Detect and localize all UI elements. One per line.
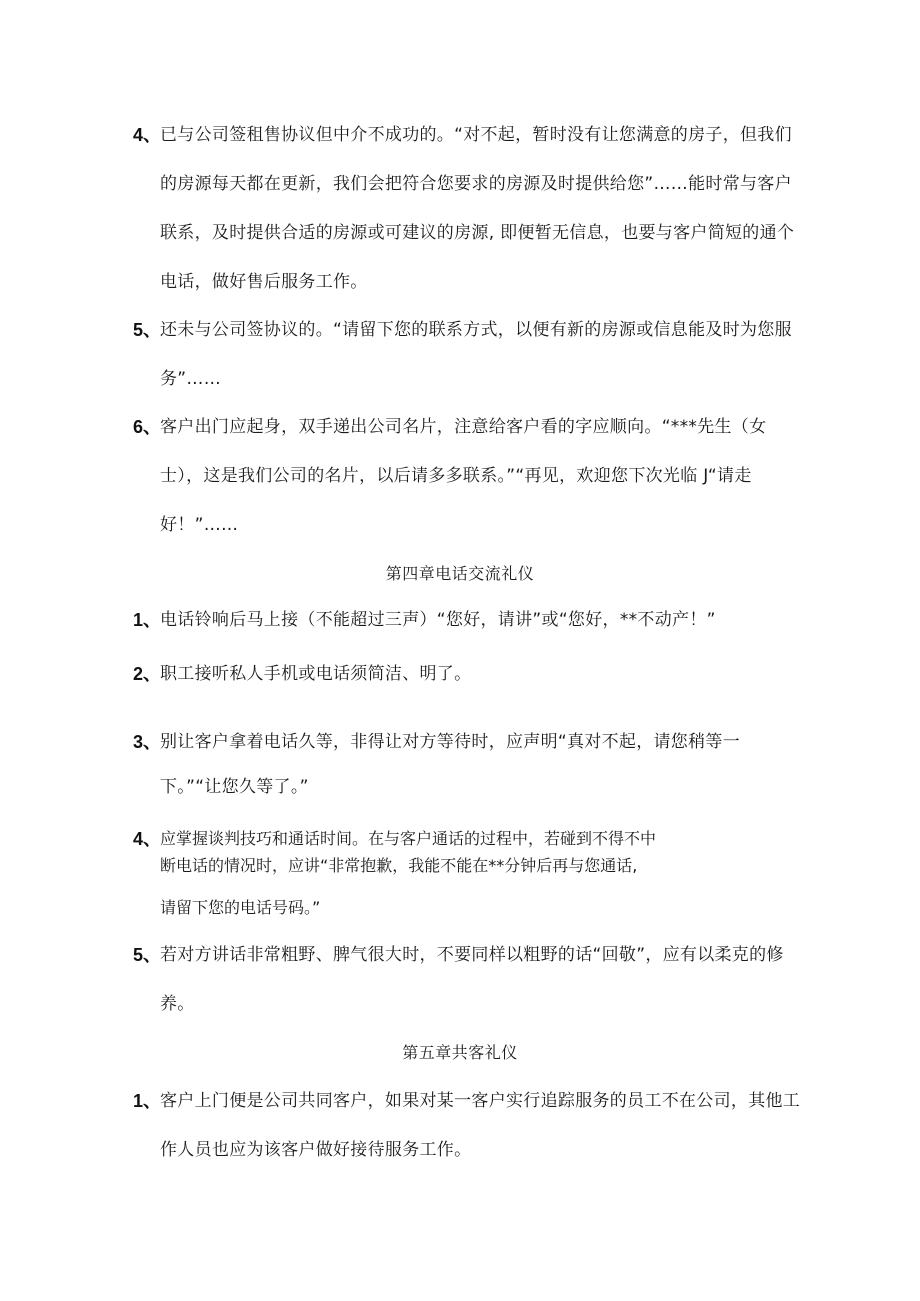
paragraph-line: 请留下您的电话号码。”	[160, 898, 321, 917]
paragraph-line: 若对方讲话非常粗野、脾气很大时，不要同样以粗野的话“回敬”，应有以柔克的修	[160, 945, 784, 965]
item-number: 2、	[133, 664, 162, 684]
item-number: 1、	[133, 1091, 162, 1111]
item-number: 4、	[133, 125, 162, 145]
item-number: 3、	[133, 732, 162, 752]
paragraph-line: 客户上门便是公司共同客户，如果对某一客户实行追踪服务的员工不在公司，其他工	[160, 1091, 801, 1111]
chapter-heading: 第五章共客礼仪	[402, 1043, 518, 1062]
paragraph-line: 客户出门应起身，双手递出公司名片，注意给客户看的字应顺向。“***先生（女	[160, 417, 767, 437]
paragraph-line: 已与公司签租售协议但中介不成功的。“对不起，暂时没有让您满意的房子，但我们	[160, 125, 792, 145]
item-number: 4、	[133, 829, 162, 849]
chapter-heading: 第四章电话交流礼仪	[385, 564, 535, 583]
item-number: 5、	[133, 320, 162, 340]
paragraph-line: 应掌握谈判技巧和通话时间。在与客户通话的过程中，若碰到不得不中	[160, 829, 657, 848]
paragraph-line: 电话铃响后马上接（不能超过三声）“您好，请讲”或“您好，**不动产！”	[160, 610, 716, 630]
paragraph-line: 还未与公司签协议的。“请留下您的联系方式，以便有新的房源或信息能及时为您服	[160, 320, 792, 340]
item-number: 5、	[133, 945, 162, 965]
item-number: 1、	[133, 610, 162, 630]
paragraph-line: 好！”……	[160, 515, 239, 535]
paragraph-line: 的房源每天都在更新，我们会把符合您要求的房源及时提供给您”……能时常与客户	[160, 174, 792, 194]
paragraph-line: 养。	[160, 994, 195, 1014]
paragraph-line: 联系，及时提供合适的房源或可建议的房源, 即便暂无信息，也要与客户简短的通个	[160, 223, 795, 243]
paragraph-line: 断电话的情况时，应讲“非常抱歉，我能不能在**分钟后再与您通话,	[160, 856, 638, 875]
item-number: 6、	[133, 417, 162, 437]
paragraph-line: 电话，做好售后服务工作。	[160, 272, 368, 292]
paragraph-line: 下。”“让您久等了。”	[160, 777, 309, 797]
paragraph-line: 职工接听私人手机或电话须简洁、明了。	[160, 664, 472, 684]
paragraph-line: 士），这是我们公司的名片，以后请多多联系。”“再见，欢迎您下次光临 J“请走	[160, 466, 752, 486]
paragraph-line: 别让客户拿着电话久等，非得让对方等待时，应声明“真对不起，请您稍等一	[160, 732, 741, 752]
paragraph-line: 作人员也应为该客户做好接待服务工作。	[160, 1140, 472, 1160]
paragraph-line: 务”……	[160, 369, 222, 389]
